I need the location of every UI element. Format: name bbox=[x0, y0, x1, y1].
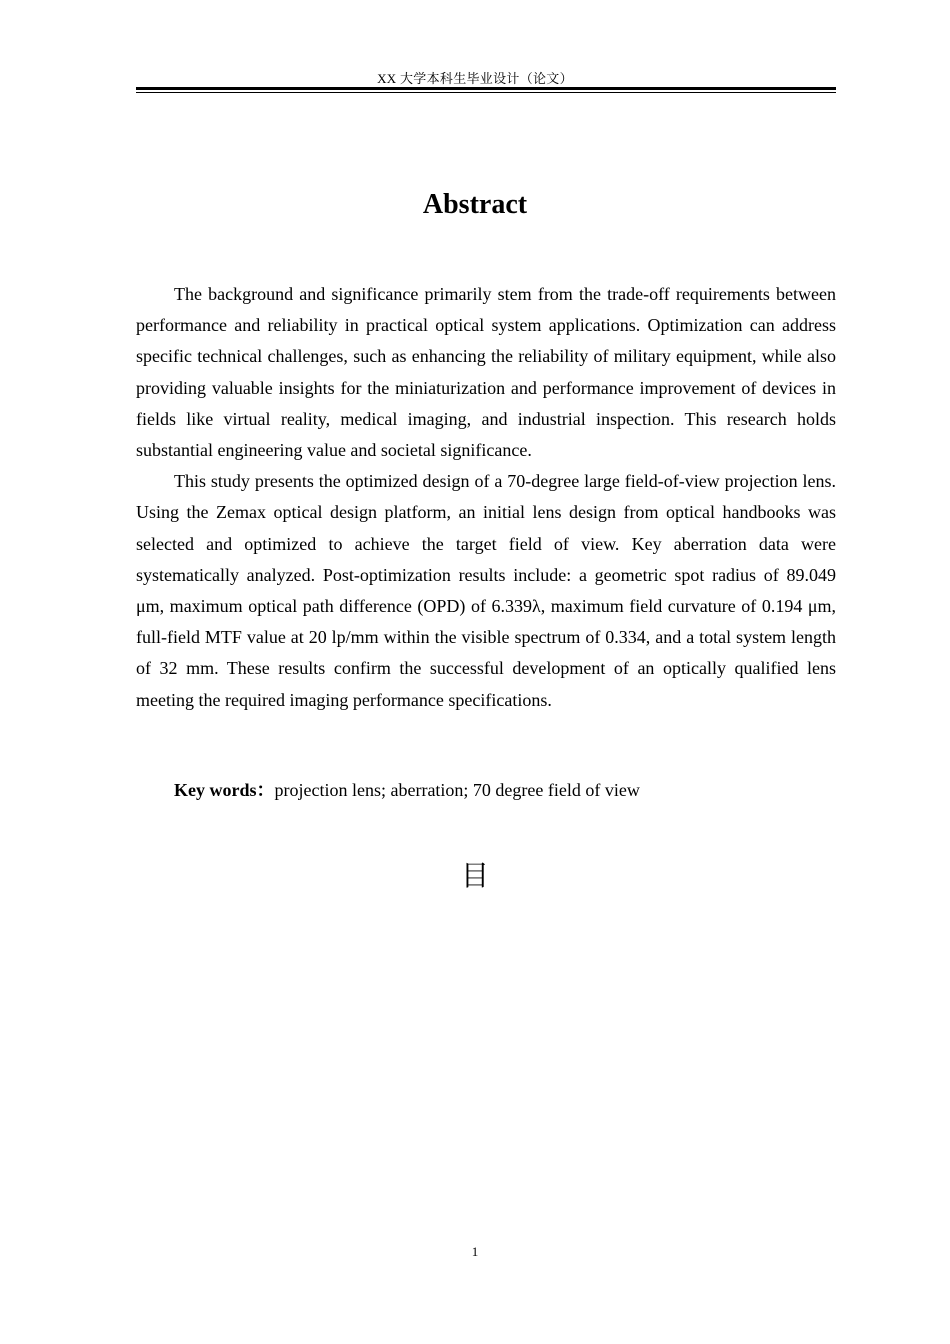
keywords-text: projection lens; aberration; 70 degree field of view bbox=[274, 780, 640, 800]
toc-heading-fragment: 目 bbox=[460, 859, 489, 892]
page-number: 1 bbox=[471, 1244, 479, 1259]
abstract-paragraph-2: This study presents the optimized design of a 70-degree large field-of-view projection lens. Using the Zemax optical design platform, an initial lens design from optical handbooks was selected and optimized to achieve the target field of view. Key aberration data were systematically analyzed. Post-optimization results include: a geometric spot radius of 89.049 μm, maximum optical path difference (OPD) of 6.339λ, maximum field curvature of 0.194 μm, full-field MTF value at 20 lp/mm within the visible spectrum of 0.334, and a total system length of 32 mm. These results confirm the successful development of an optically qualified lens meeting the required imaging performance specifications. bbox=[136, 471, 836, 710]
abstract-paragraph-1: The background and significance primarily stem from the trade-off requirements between performance and reliability in practical optical system applications. Optimization can address specific technical challenges, such as enhancing the reliability of military equipment, while also providing valuable insights for the miniaturization and performance improvement of devices in fields like virtual reality, medical imaging, and industrial inspection. This research holds substantial engineering value and societal significance. bbox=[136, 284, 836, 461]
header-rule-thick bbox=[136, 87, 836, 90]
abstract-title: Abstract bbox=[422, 189, 528, 220]
keywords-line bbox=[174, 775, 836, 806]
keywords-label: Key words： bbox=[174, 780, 275, 800]
abstract-body bbox=[136, 279, 836, 716]
running-header: XX 大学本科生毕业设计（论文） bbox=[377, 71, 573, 86]
header-rule-thin bbox=[136, 92, 836, 93]
